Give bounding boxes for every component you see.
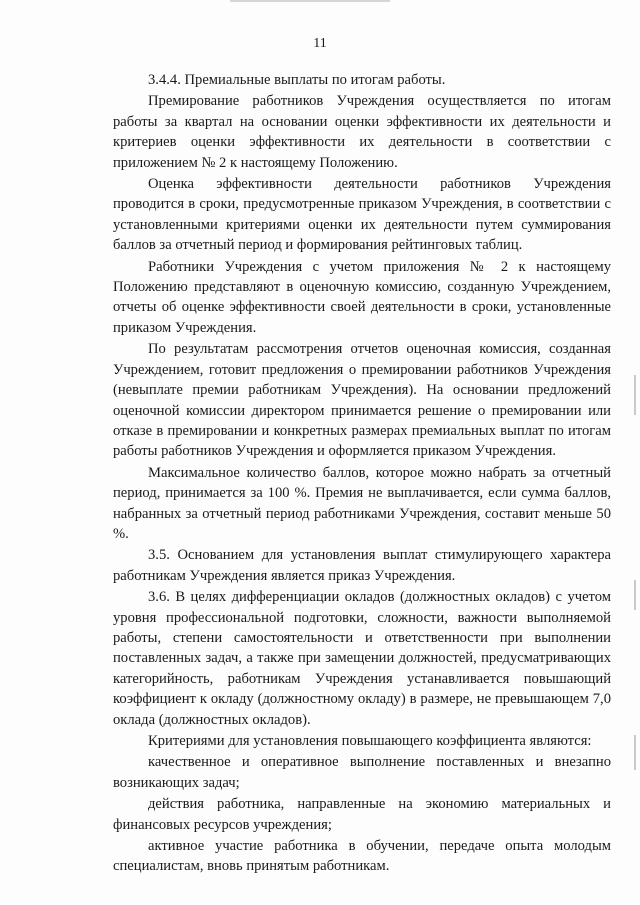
- page-number: 11: [313, 36, 327, 51]
- paragraph-employee-reports: Работники Учреждения с учетом приложения № 2 к настоящему Положению представляют в оценочную комиссию, созданную Учреждением, отчеты об оценке эффективности своей деятельности в сроки, установленные приказом Учреждения.: [113, 258, 611, 336]
- paragraph-efficiency-evaluation: Оценка эффективности деятельности работников Учреждения проводится в сроки, предусмотренные приказом Учреждения, в соответствии с установленными критериями оценки их деятельности путем суммирования баллов за отчетный период и формирования рейтинговых таблиц.: [113, 176, 611, 254]
- paragraph-commission-decision: По результатам рассмотрения отчетов оценочная комиссия, созданная Учреждением, готовит предложения о премировании работников Учреждения (невыплате премии работникам Учреждения). На основании предложений оценочной комиссии директором принимается решение о премировании или отказе в премировании и конкретных размерах премиальных выплат по итогам работы работников Учреждения и оформляется приказом Учреждения.: [113, 341, 611, 460]
- paragraph-section-3-6: 3.6. В целях дифференциации окладов (должностных окладов) с учетом уровня профессиональной подготовки, сложности, важности выполняемой работы, степени самостоятельности и ответственности при выполнении поставленных задач, а также при замещении должностей, предусматривающих категорийность, работникам Учреждения устанавливается повышающий коэффициент к окладу (должностному окладу) в размере, не превышающем 7,0 оклада (должностных окладов).: [113, 589, 611, 728]
- paragraph-criterion-mentoring: активное участие работника в обучении, передаче опыта молодым специалистам, вновь принятым работникам.: [113, 838, 611, 875]
- paragraph-bonus-basis: Премирование работников Учреждения осуществляется по итогам работы за квартал на основании оценки эффективности их деятельности и критериев оценки эффективности их деятельности в соответствии с приложением № 2 к настоящему Положению.: [113, 93, 611, 171]
- paragraph-section-3-5: 3.5. Основанием для установления выплат стимулирующего характера работникам Учреждения является приказ Учреждения.: [113, 547, 611, 584]
- paragraph-max-points: Максимальное количество баллов, которое можно набрать за отчетный период, принимается за 100 %. Премия не выплачивается, если сумма баллов, набранных за отчетный период работниками Учреждения, составит меньше 50 %.: [113, 464, 611, 542]
- paragraph-section-3-4-4-heading: 3.4.4. Премиальные выплаты по итогам работы.: [148, 72, 446, 88]
- paragraph-criteria-intro: Критериями для установления повышающего коэффициента являются:: [148, 733, 592, 749]
- scan-artifact-margin: [634, 735, 636, 770]
- document-body: [113, 70, 611, 878]
- paragraph-criterion-economy: действия работника, направленные на экономию материальных и финансовых ресурсов учреждения;: [113, 796, 611, 833]
- scan-artifact-margin: [634, 375, 636, 415]
- scan-artifact-margin: [634, 580, 636, 610]
- paragraph-criterion-quality: качественное и оперативное выполнение поставленных и внезапно возникающих задач;: [113, 754, 611, 791]
- scan-artifact-top: [230, 0, 390, 2]
